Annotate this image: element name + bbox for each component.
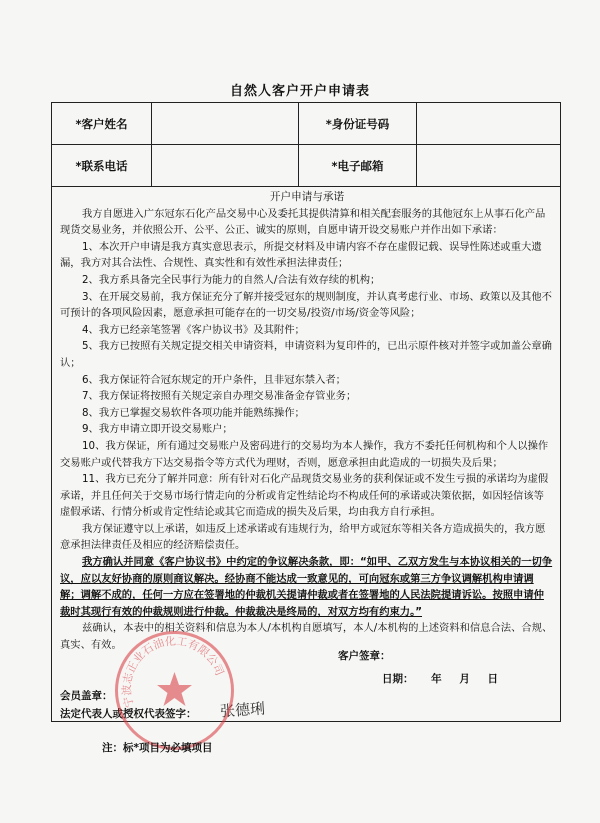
commitment-item: 3、在开展交易前，我方保证充分了解并接受冠东的规则制度，并认真考虑行业、市场、政策以及其他不可预计的各项风险因素，愿意承担可能存在的一切交易/投资/市场/资金等风险； [60, 290, 552, 320]
phone-field[interactable] [152, 145, 299, 186]
dispute-clause: 我方确认并同意《客户协议书》中约定的争议解决条款，即：“如甲、乙双方发生与本协议相关的一切争议，应以友好协商的原则商议解决。经协商不能达成一致意见的，可向冠东或第三方争议调解机构申请调解；调解不成的，任何一方应在签署地的仲裁机关提请仲裁或者在签署地的人民法院提请诉讼。按照申请仲裁时其现行有效的仲裁规则进行仲裁。仲裁裁决是终局的，对双方均有约束力。” [60, 556, 553, 618]
commitment-item: 4、我方已经亲笔签署《客户协议书》及其附件； [82, 323, 305, 336]
member-seal-label: 会员盖章： [60, 690, 113, 702]
date-month: 月 [459, 673, 470, 685]
customer-name-field[interactable] [152, 103, 299, 144]
commitment-item: 5、我方已按照有关规定提交相关申请资料，申请资料为复印件的，已出示原件核对并签字或加盖公章确认； [60, 340, 552, 369]
commitment-item: 2、我方系具备完全民事行为能力的自然人/合法有效存续的机构； [82, 273, 381, 286]
commitment-item: 6、我方保证符合冠东规定的开户条件，且非冠东禁入者； [82, 373, 346, 386]
commitment-item: 11、我方已充分了解并同意：所有针对石化产品现货交易业务的获利保证或不发生亏损的承诺均为虚假承诺，并且任何关于交易市场行情走向的分析或肯定性结论均不构成任何的承诺或决策依据，如因轻信该等虚假承诺、行情分析或肯定性结论或其它而造成的损失及后果，均由我方自行承担。 [60, 473, 549, 519]
confirmation-text: 兹确认，本表中的相关资料和信息为本人/本机构自愿填写，本人/本机构的上述资料和信息合法、合规、真实、有效。 [60, 622, 553, 652]
commitment-item: 8、我方已掌握交易软件各项功能并能熟练操作； [82, 406, 305, 419]
date-day: 日 [487, 673, 498, 685]
commitment-item: 10、我方保证，所有通过交易账户及密码进行的交易均为本人操作，我方不委托任何机构和个人以操作交易账户或代替我方下达交易指令等方式代为理财，否则，愿意承担由此造成的一切损失及后果； [60, 439, 549, 469]
customer-name-label: *客户姓名 [52, 103, 152, 144]
legal-rep-label: 法定代表人或授权代表签字： [60, 708, 197, 720]
email-field[interactable] [417, 145, 560, 186]
seal-text: 宁波志正业石油化工有限公司 [120, 634, 227, 709]
id-number-label: *身份证号码 [299, 103, 417, 144]
customer-signature-label: 客户签章： [338, 650, 391, 662]
commitment-intro: 我方自愿进入广东冠东石化产品交易中心及委托其提供清算和相关配套服务的其他冠东上从事石化产品现货交易业务，并依照公开、公平、公正、诚实的原则，自愿申请开设交易账户并作出如下承诺： [60, 207, 546, 237]
form-row-phone-email [52, 145, 560, 187]
section-title: 开户申请与承诺 [269, 191, 345, 203]
form-title: 自然人客户开户申请表 [229, 84, 370, 99]
commitment-section [60, 189, 554, 654]
commitment-item: 9、我方申请立即开设交易账户； [82, 423, 233, 436]
phone-label: *联系电话 [52, 145, 152, 186]
date-line [382, 671, 498, 686]
commitment-item: 1、本次开户申请是我方真实意思表示，所提交材料及申请内容不存在虚假记载、误导性陈述或重大遗漏，我方对其合法性、合规性、真实性和有效性承担法律责任； [60, 240, 542, 270]
commitment-item: 7、我方保证将按照有关规定亲自办理交易准备金存管业务； [82, 390, 357, 403]
commitment-liability: 我方保证遵守以上承诺，如违反上述承诺或有违规行为，给甲方或冠东等相关各方造成损失的，我方愿意承担法律责任及相应的经济赔偿责任。 [60, 522, 546, 552]
form-row-name-id [52, 103, 560, 145]
id-number-field[interactable] [417, 103, 560, 144]
handwritten-signature: 张德琍 [219, 699, 266, 721]
form-table [51, 102, 561, 722]
email-label: *电子邮箱 [299, 145, 417, 186]
required-footnote: 注：标*项目为必填项目 [102, 742, 213, 754]
date-year: 年 [431, 673, 442, 685]
date-label: 日期： [382, 673, 414, 685]
